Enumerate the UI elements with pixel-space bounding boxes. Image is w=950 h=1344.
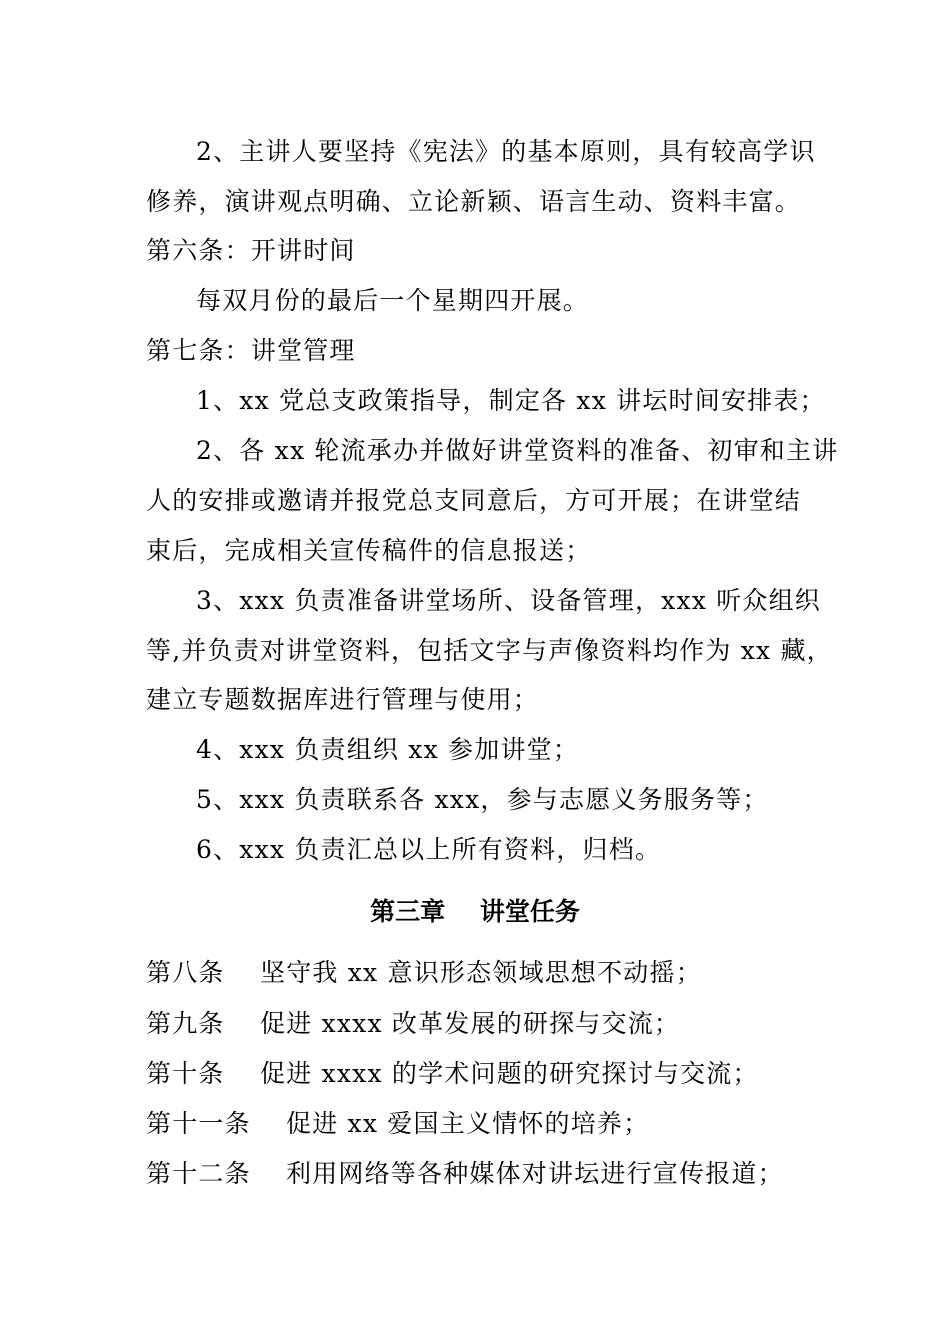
paragraph-line: 每双月份的最后一个星期四开展。 — [196, 286, 590, 315]
article-label: 第十二条 — [146, 1159, 251, 1188]
article-text: 促进 xx 爱国主义情怀的培养； — [286, 1109, 650, 1138]
article-line — [146, 1109, 649, 1139]
paragraph-line: 建立专题数据库进行管理与使用； — [146, 685, 540, 714]
article-line — [146, 1059, 759, 1089]
paragraph-line: 等,并负责对讲堂资料，包括文字与声像资料均作为 xx 藏， — [146, 636, 833, 665]
paragraph-line: 人的安排或邀请并报党总支同意后，方可开展；在讲堂结 — [146, 486, 802, 515]
article-heading: 第六条：开讲时间 — [146, 236, 356, 265]
article-text: 坚守我 xx 意识形态领域思想不动摇； — [260, 958, 702, 987]
list-item: 4、xxx 负责组织 xx 参加讲堂； — [196, 735, 580, 764]
article-label: 第十条 — [146, 1059, 225, 1088]
article-label: 第九条 — [146, 1009, 225, 1038]
paragraph-line: 修养，演讲观点明确、立论新颖、语言生动、资料丰富。 — [146, 187, 802, 216]
article-heading: 第七条：讲堂管理 — [146, 336, 356, 365]
list-item: 3、xxx 负责准备讲堂场所、设备管理，xxx 听众组织 — [196, 586, 821, 615]
article-line — [146, 958, 702, 988]
paragraph-line: 2、主讲人要坚持《宪法》的基本原则，具有较高学识 — [196, 137, 816, 166]
chapter-heading: 第三章 讲堂任务 — [370, 897, 580, 926]
list-item: 6、xxx 负责汇总以上所有资料，归档。 — [196, 835, 662, 864]
article-text: 促进 xxxx 的学术问题的研究探讨与交流； — [260, 1059, 759, 1088]
list-item: 5、xxx 负责联系各 xxx，参与志愿义务服务等； — [196, 785, 769, 814]
article-label: 第八条 — [146, 958, 225, 987]
article-label: 第十一条 — [146, 1109, 251, 1138]
article-line — [146, 1009, 680, 1039]
list-item: 2、各 xx 轮流承办并做好讲堂资料的准备、初审和主讲 — [196, 436, 839, 465]
article-text: 促进 xxxx 改革发展的研探与交流； — [260, 1009, 681, 1038]
article-text: 利用网络等各种媒体对讲坛进行宣传报道； — [286, 1159, 784, 1188]
article-line — [146, 1159, 784, 1189]
list-item: 1、xx 党总支政策指导，制定各 xx 讲坛时间安排表； — [196, 386, 826, 415]
paragraph-line: 束后，完成相关宣传稿件的信息报送； — [146, 536, 592, 565]
